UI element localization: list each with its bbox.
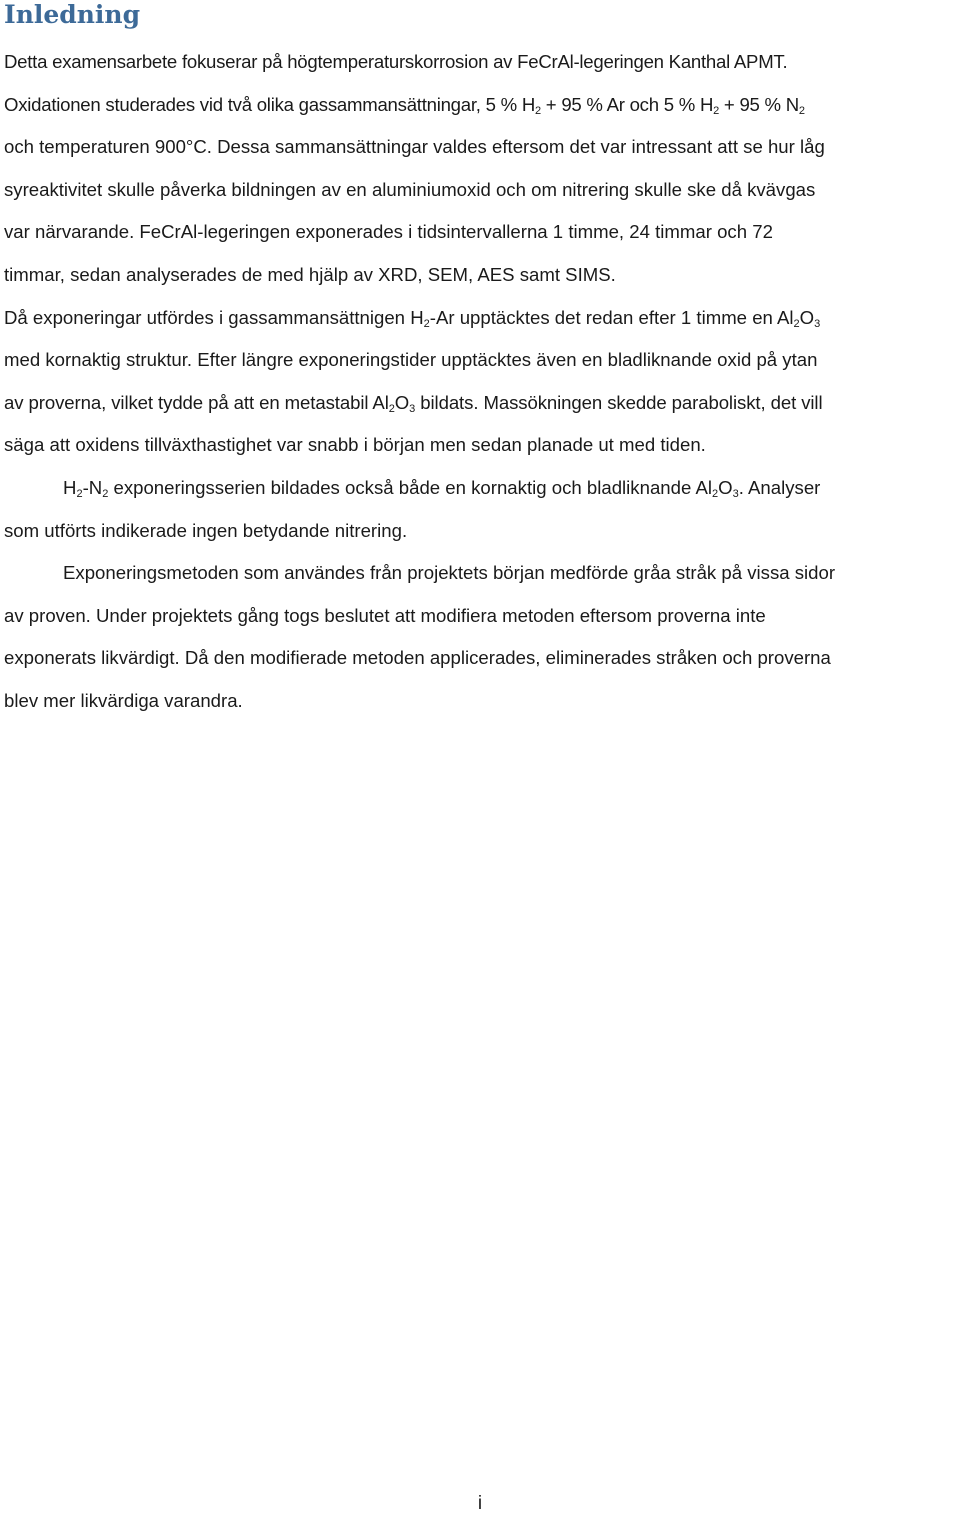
text-line: blev mer likvärdiga varandra. xyxy=(4,689,243,711)
text-line: Exponeringsmetoden som användes från projektets början medförde gråa stråk på vissa sidor xyxy=(63,562,836,584)
section-heading: Inledning xyxy=(4,0,141,29)
text-line: av proven. Under projektets gång togs beslutet att modifiera metoden eftersom proverna inte xyxy=(4,604,766,626)
text-line: Oxidationen studerades vid två olika gassammansättningar, 5 % $H_2 + 95$ % Ar och 5 % $H_2 + 95$ % $N_2$ xyxy=(4,93,805,117)
text-line: $H_2-N_2$ exponeringsserien bildades också både en kornaktig och bladliknande $Al_2O_3$. Analyser xyxy=(63,476,821,500)
text-line: syreaktivitet skulle påverka bildningen av en aluminiumoxid och om nitrering skulle ske då kvävgas xyxy=(4,178,816,200)
text-line: exponerats likvärdigt. Då den modifierade metoden applicerades, eliminerades stråken och proverna xyxy=(4,647,831,669)
text-line: av proverna, vilket tydde på att en metastabil $Al_2O_3$ bildats. Massökningen skedde paraboliskt, det vill xyxy=(4,391,823,415)
text-line: och temperaturen 900°C. Dessa sammansättningar valdes eftersom det var intressant att se hur låg xyxy=(4,136,825,158)
text-line: Detta examensarbete fokuserar på högtemperaturskorrosion av FeCrAl-legeringen Kanthal APMT. xyxy=(4,51,788,72)
page-number: i xyxy=(477,1493,483,1514)
text-line: som utförts indikerade ingen betydande nitrering. xyxy=(4,519,408,541)
text-line: Då exponeringar utfördes i gassammansättnigen $H_2-Ar$ upptäcktes det redan efter 1 timme en $Al_2O_3$ xyxy=(4,306,821,330)
text-line: säga att oxidens tillväxthastighet var snabb i början men sedan planade ut med tiden. xyxy=(4,434,706,456)
text-line: med kornaktig struktur. Efter längre exponeringstider upptäcktes även en bladliknande oxid på ytan xyxy=(4,349,818,371)
text-line: var närvarande. FeCrAl-legeringen exponerades i tidsintervallerna 1 timme, 24 timmar och 72 xyxy=(4,221,773,243)
body-text xyxy=(4,41,959,723)
text-line: timmar, sedan analyserades de med hjälp av XRD, SEM, AES samt SIMS. xyxy=(4,263,616,285)
